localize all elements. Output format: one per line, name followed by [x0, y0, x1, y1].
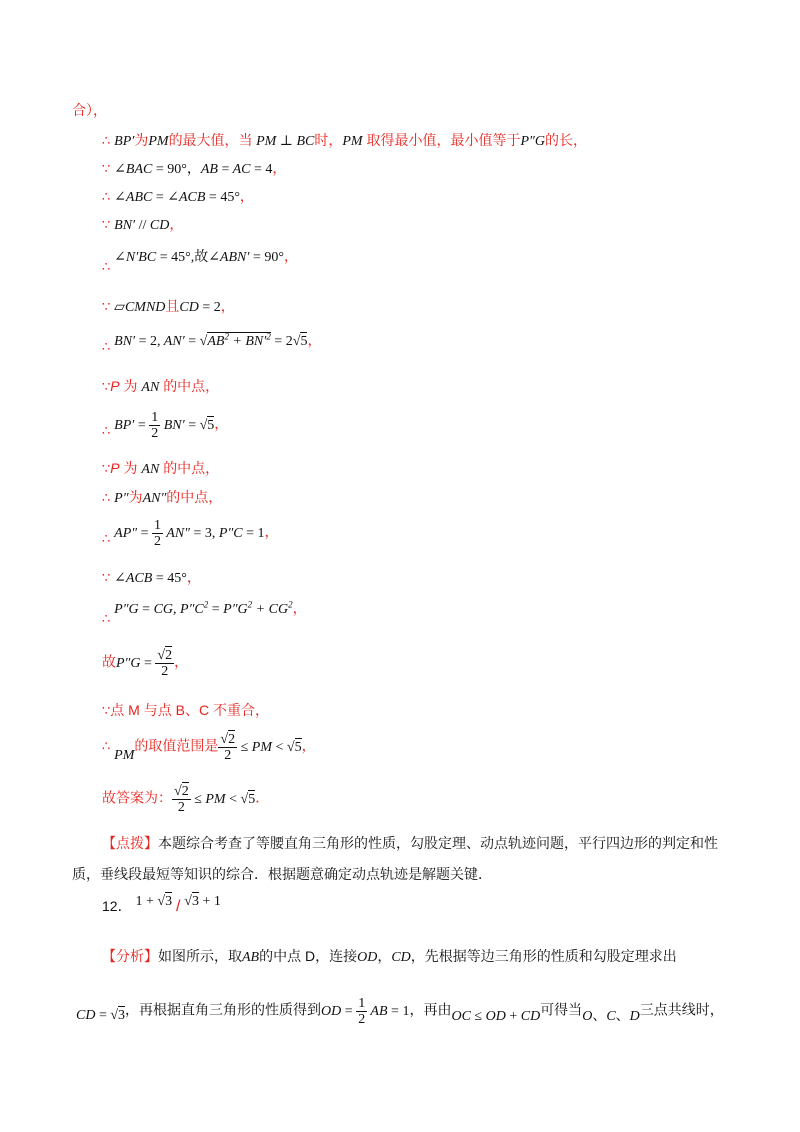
text-line: ∴ BP′ = $\frac{1}{2}$ BN′ = √5，	[102, 410, 229, 441]
text-line	[72, 100, 107, 120]
line-text: 时，	[314, 132, 343, 148]
math-expr: PM	[114, 747, 135, 763]
math-expr: AN″	[142, 491, 167, 506]
because-symbol: ∵	[102, 380, 111, 395]
because-symbol: ∵	[102, 300, 111, 315]
text-line: ∴ P″G = CG, $P''C^2 = P''G^2 + CG^2$，	[102, 599, 307, 627]
line-text: 点 M 与点 B、C 不重合，	[110, 702, 269, 718]
math-expr: CD = 2	[179, 300, 221, 315]
question-number: 12．	[102, 898, 132, 914]
line-text: 为	[123, 378, 138, 394]
math-expr: AN	[141, 462, 160, 477]
line-text: 合），	[72, 102, 107, 118]
line-text: ，再根据直角三角形的性质得到	[125, 1001, 322, 1018]
text-line	[102, 458, 219, 478]
math-expr: √3 + 1	[184, 894, 221, 909]
text-line	[102, 130, 587, 150]
math-expr: $\frac{√2}{2}$ ≤ PM < √5	[220, 732, 302, 763]
text-line	[76, 996, 724, 1027]
math-expr: P″	[114, 491, 129, 506]
math-expr: ∠N′BC = 45°,故∠ABN′ = 90°	[114, 250, 284, 265]
therefore-symbol: ∴	[102, 260, 111, 275]
math-expr: BN′ = 2, $AN' = √AB^2 + BN'^2 = 2√5$	[114, 331, 308, 349]
math-expr: $\frac{√2}{2}$ ≤ PM < √5	[174, 784, 256, 815]
text-line	[102, 946, 677, 966]
line-text: 故答案为：	[102, 789, 172, 806]
therefore-symbol: ∴	[102, 190, 111, 205]
text-line: ∴ AP″ = $\frac{1}{2}$ AN″ = 3, P″C = 1，	[102, 518, 279, 549]
line-text: 为	[134, 132, 149, 148]
math-expr: OC ≤ OD + CD	[451, 1008, 541, 1024]
line-text: 为	[123, 460, 138, 476]
math-expr: PM ⊥ BC	[252, 134, 315, 149]
line-text: 的中点，	[163, 460, 220, 476]
math-expr: AN	[141, 380, 160, 395]
math-expr: ∠ABC = ∠ACB = 45°	[114, 190, 240, 205]
math-expr: BP′	[114, 134, 135, 149]
text-line	[102, 487, 222, 507]
math-expr: OD = $\frac{1}{2}$ AB = 1	[321, 996, 410, 1027]
math-expr: P″G = $\frac{√2}{2}$	[116, 648, 173, 679]
text-line	[102, 376, 219, 396]
line-text: 且	[165, 298, 180, 314]
text-line: 故P″G = $\frac{√2}{2}$ ，	[102, 648, 189, 679]
line-text: 的中点，	[166, 489, 223, 505]
math-expr: O、C、D	[582, 1008, 640, 1024]
math-expr: P	[110, 378, 120, 394]
line-text: 的中点，	[163, 378, 220, 394]
math-expr: PM	[342, 134, 363, 149]
because-symbol: ∵	[102, 571, 111, 586]
math-expr: BP′ = $\frac{1}{2}$ BN′ = √5	[114, 410, 215, 441]
math-expr: OD，CD	[357, 950, 411, 965]
answer-line	[102, 896, 221, 916]
because-symbol: ∵	[102, 162, 111, 177]
line-text: 可得当	[540, 1001, 583, 1018]
text-line	[102, 700, 269, 720]
line-text: 的最大值，当	[168, 132, 253, 148]
fenxi-tag: 【分析】	[102, 948, 158, 964]
line-text: 本题综合考查了等腰直角三角形的性质，勾股定理、动点轨迹问题，平行四边形的判定和性	[158, 835, 718, 851]
math-expr: CD = √3	[76, 1007, 126, 1023]
line-text: 三点共线时，	[639, 1001, 724, 1018]
because-symbol: ∵	[102, 704, 111, 719]
line-text: 故	[102, 653, 116, 670]
therefore-symbol: ∴	[102, 739, 111, 755]
math-expr: PM	[148, 134, 169, 149]
therefore-symbol: ∴	[102, 423, 111, 439]
math-expr: P″G	[520, 134, 545, 149]
math-expr: BN′ // CD	[114, 218, 170, 233]
line-text: ，再由	[409, 1001, 452, 1018]
text-line: ∴ BN′ = 2, $AN' = √AB^2 + BN'^2 = 2√5$，	[102, 331, 322, 355]
therefore-symbol: ∴	[102, 531, 111, 547]
because-symbol: ∵	[102, 218, 111, 233]
math-expr: P″G = CG, $P''C^2 = P''G^2 + CG^2$	[114, 599, 293, 617]
therefore-symbol: ∴	[102, 491, 111, 506]
line-text: 的中点 D，连接	[259, 948, 358, 964]
text-line: ∴ PM的取值范围是 $\frac{√2}{2}$ ≤ PM < √5，	[102, 732, 316, 763]
line-text: 如图所示，取	[158, 948, 242, 964]
therefore-symbol: ∴	[102, 134, 111, 149]
math-expr: AB	[242, 950, 260, 965]
text-line: ∴ ∠ABC = ∠ACB = 45°，	[102, 188, 254, 205]
text-line: ∵ BN′ // CD，	[102, 216, 184, 233]
text-line: 故答案为： $\frac{√2}{2}$ ≤ PM < √5．	[102, 784, 270, 815]
line-text: 取得最小值，最小值等于	[366, 132, 521, 148]
text-line: ∴ ∠N′BC = 45°,故∠ABN′ = 90°，	[102, 248, 298, 275]
line-text: 质，垂线段最短等知识的综合．根据题意确定动点轨迹是解题关键．	[72, 866, 492, 882]
therefore-symbol: ∴	[102, 340, 111, 355]
line-text: 的取值范围是	[134, 737, 219, 754]
math-expr: ▱CMND	[114, 300, 166, 315]
line-text: 的长，	[544, 132, 587, 148]
line-text: 为	[128, 489, 143, 505]
text-line: ∵ ▱CMND且CD = 2，	[102, 298, 235, 315]
math-expr: P	[110, 460, 120, 476]
math-expr: ∠ACB = 45°	[114, 571, 187, 586]
therefore-symbol: ∴	[102, 612, 111, 627]
math-expr: 1 + √3	[135, 894, 173, 909]
text-line: ∵ ∠ACB = 45°，	[102, 569, 201, 586]
text-line	[102, 833, 718, 853]
text-line: ∵ ∠BAC = 90°，AB = AC = 4，	[102, 160, 287, 177]
dianbo-tag: 【点拨】	[102, 835, 158, 851]
math-expr: ∠BAC = 90°，AB = AC = 4	[114, 162, 273, 177]
text-line	[72, 864, 492, 884]
separator: /	[175, 898, 181, 915]
line-text: ，先根据等边三角形的性质和勾股定理求出	[410, 948, 677, 964]
math-expr: AP″ = $\frac{1}{2}$ AN″ = 3, P″C = 1	[114, 518, 265, 549]
because-symbol: ∵	[102, 462, 111, 477]
